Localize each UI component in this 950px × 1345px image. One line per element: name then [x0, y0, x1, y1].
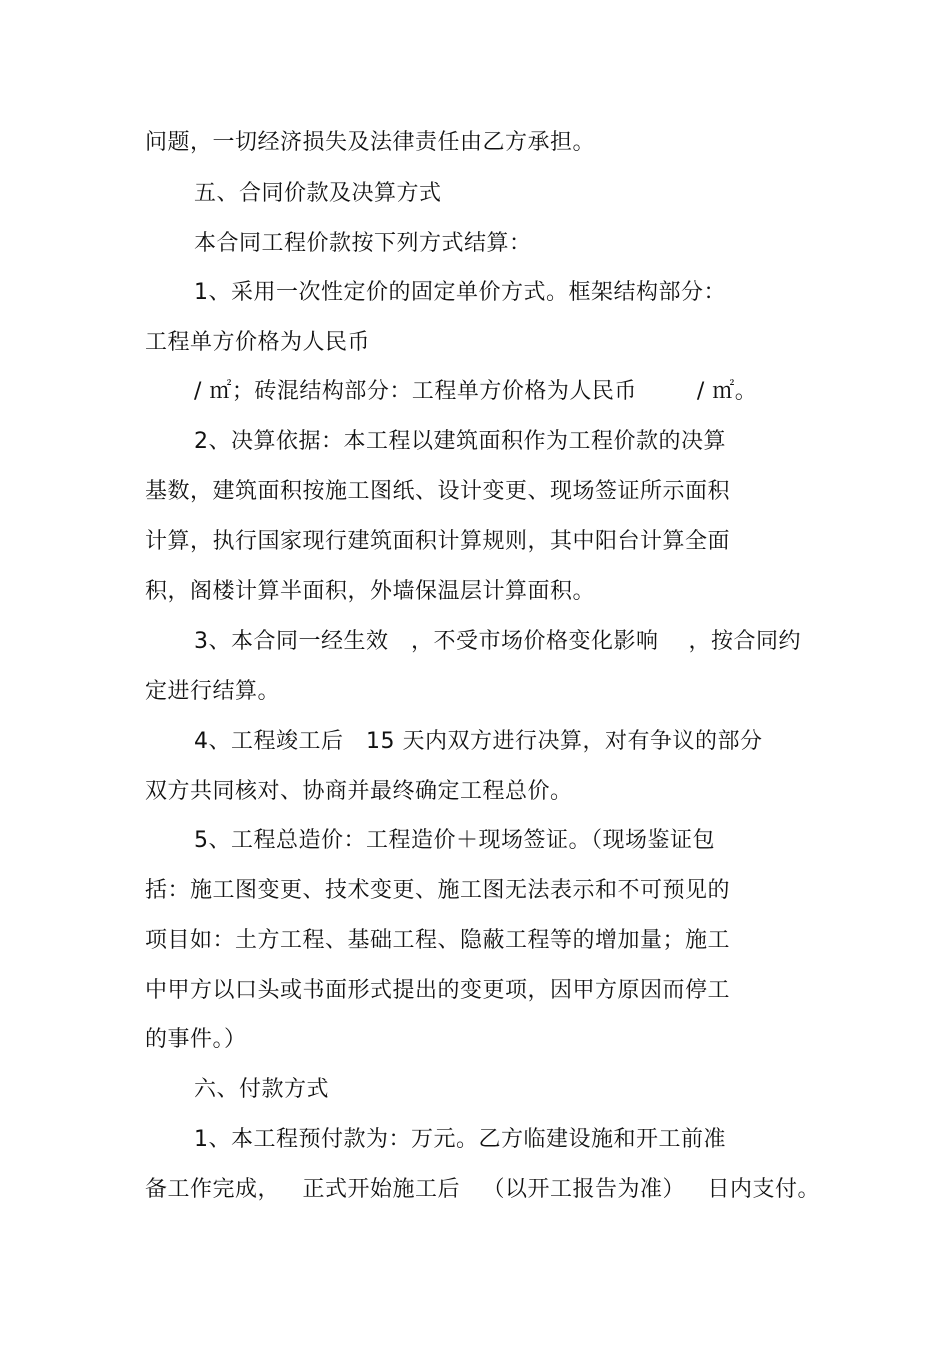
text-line: 问题，一切经济损失及法律责任由乙方承担。	[145, 130, 596, 155]
text-line: 1、本工程预付款为：万元。乙方临建设施和开工前准	[194, 1127, 726, 1152]
text-line: 备工作完成， 正式开始施工后 （以开工报告为准） 日内支付。	[145, 1177, 820, 1202]
text-line: 1、采用一次性定价的固定单价方式。框架结构部分：	[194, 280, 726, 305]
text-line: 的事件。）	[145, 1027, 247, 1052]
text-line: 项目如：土方工程、基础工程、隐蔽工程等的增加量；施工	[145, 928, 731, 953]
text-line: 定进行结算。	[145, 679, 281, 704]
text-line: 中甲方以口头或书面形式提出的变更项，因甲方原因而停工	[145, 978, 731, 1003]
text-line: 双方共同核对、协商并最终确定工程总价。	[145, 779, 573, 804]
text-line: 3、本合同一经生效 ，不受市场价格变化影响 ，按合同约	[194, 629, 801, 654]
text-line: 积，阁楼计算半面积，外墙保温层计算面积。	[145, 579, 596, 604]
text-line: 计算，执行国家现行建筑面积计算规则，其中阳台计算全面	[145, 529, 731, 554]
text-line: 工程单方价格为人民币	[145, 330, 371, 355]
text-line: 5、工程总造价：工程造价＋现场签证。（现场鉴证包	[194, 828, 715, 853]
section-heading: 五、合同价款及决算方式	[194, 181, 442, 206]
text-line: 基数，建筑面积按施工图纸、设计变更、现场签证所示面积	[145, 479, 731, 504]
section-heading: 六、付款方式	[194, 1077, 330, 1102]
text-line: 括：施工图变更、技术变更、施工图无法表示和不可预见的	[145, 878, 731, 903]
text-line: 4、工程竣工后 15 天内双方进行决算，对有争议的部分	[194, 729, 763, 754]
text-line: 本合同工程价款按下列方式结算：	[194, 231, 532, 256]
text-line: / ㎡；砖混结构部分：工程单方价格为人民币 / ㎡。	[194, 379, 758, 404]
text-line: 2、决算依据：本工程以建筑面积作为工程价款的决算	[194, 429, 726, 454]
